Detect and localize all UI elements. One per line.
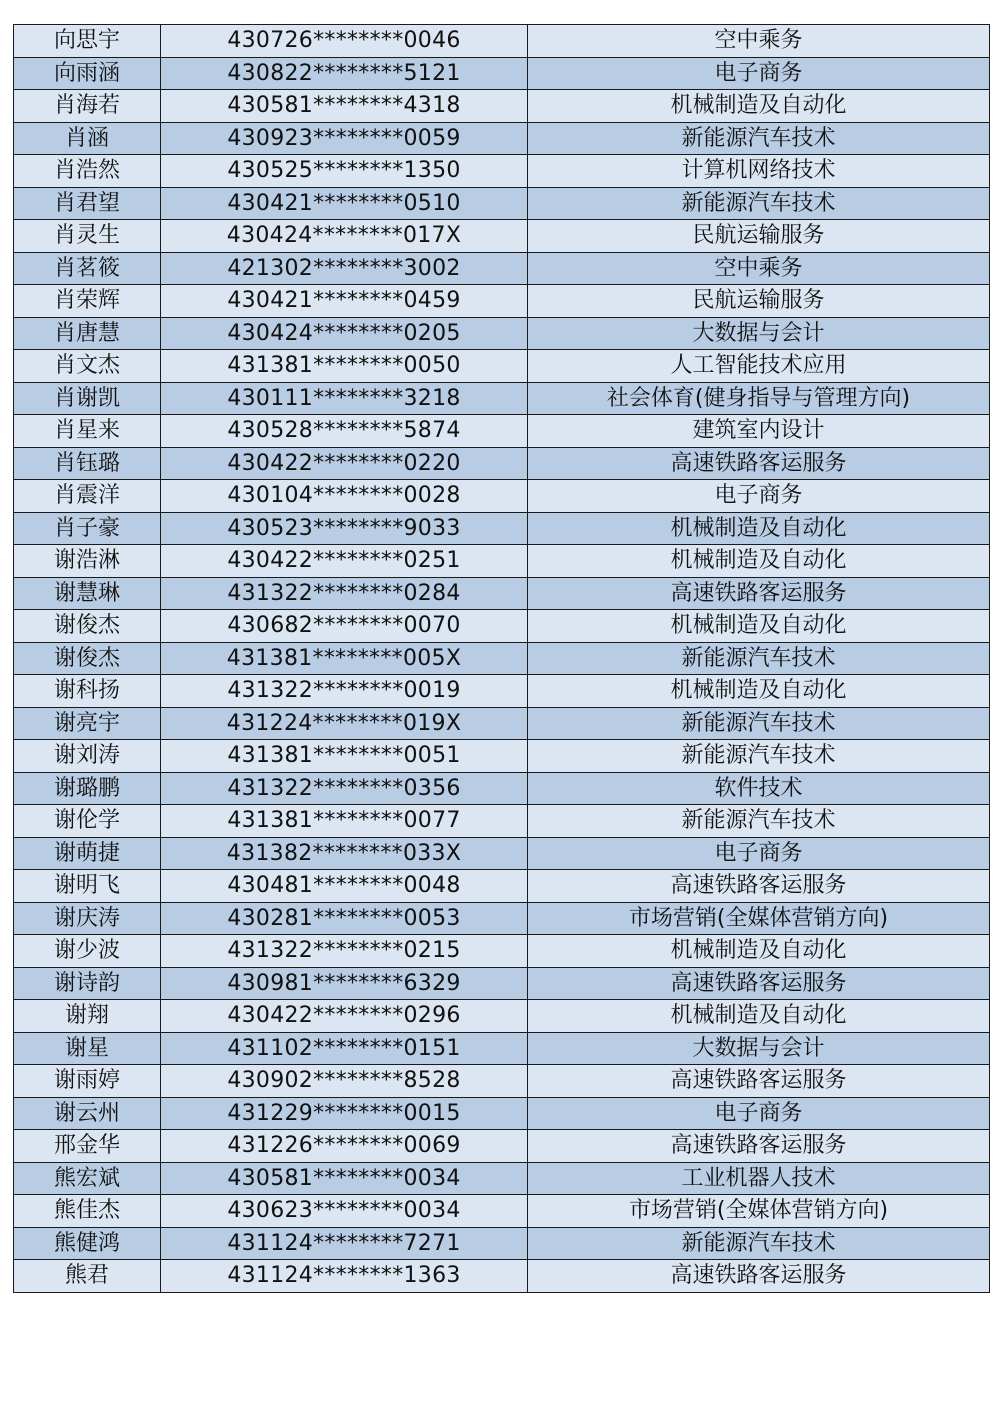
table-row	[14, 935, 990, 968]
table-row	[14, 642, 990, 675]
table-row	[14, 415, 990, 448]
table-row	[14, 1227, 990, 1260]
id-number-cell: 430104********0028	[161, 480, 528, 513]
student-name-cell: 肖海若	[14, 90, 161, 123]
id-number-cell: 430421********0459	[161, 285, 528, 318]
table-row	[14, 447, 990, 480]
student-name-cell: 谢云州	[14, 1097, 161, 1130]
major-cell: 机械制造及自动化	[528, 610, 990, 643]
id-number-cell: 431381********0077	[161, 805, 528, 838]
major-cell: 机械制造及自动化	[528, 935, 990, 968]
id-number-cell: 431226********0069	[161, 1130, 528, 1163]
student-name-cell: 肖谢凯	[14, 382, 161, 415]
id-number-cell: 431102********0151	[161, 1032, 528, 1065]
table-row	[14, 1162, 990, 1195]
table-row	[14, 740, 990, 773]
student-name-cell: 肖浩然	[14, 155, 161, 188]
major-cell: 高速铁路客运服务	[528, 577, 990, 610]
id-number-cell: 430523********9033	[161, 512, 528, 545]
student-name-cell: 肖茗筱	[14, 252, 161, 285]
table-row	[14, 1097, 990, 1130]
major-cell: 人工智能技术应用	[528, 350, 990, 383]
id-number-cell: 430623********0034	[161, 1195, 528, 1228]
id-number-cell: 430528********5874	[161, 415, 528, 448]
student-name-cell: 谢雨婷	[14, 1065, 161, 1098]
table-row	[14, 122, 990, 155]
table-row	[14, 610, 990, 643]
table-row	[14, 285, 990, 318]
student-name-cell: 谢俊杰	[14, 642, 161, 675]
student-table	[13, 24, 990, 1293]
student-name-cell: 肖荣辉	[14, 285, 161, 318]
major-cell: 市场营销(全媒体营销方向)	[528, 1195, 990, 1228]
major-cell: 机械制造及自动化	[528, 512, 990, 545]
student-name-cell: 肖灵生	[14, 220, 161, 253]
major-cell: 民航运输服务	[528, 285, 990, 318]
major-cell: 社会体育(健身指导与管理方向)	[528, 382, 990, 415]
id-number-cell: 431224********019X	[161, 707, 528, 740]
id-number-cell: 431124********7271	[161, 1227, 528, 1260]
id-number-cell: 431381********005X	[161, 642, 528, 675]
student-table-body	[14, 25, 990, 1293]
major-cell: 高速铁路客运服务	[528, 967, 990, 1000]
student-name-cell: 肖涵	[14, 122, 161, 155]
major-cell: 新能源汽车技术	[528, 187, 990, 220]
major-cell: 民航运输服务	[528, 220, 990, 253]
student-name-cell: 谢慧琳	[14, 577, 161, 610]
major-cell: 新能源汽车技术	[528, 805, 990, 838]
student-list-sheet	[13, 24, 989, 1293]
id-number-cell: 430726********0046	[161, 25, 528, 58]
table-row	[14, 220, 990, 253]
table-row	[14, 90, 990, 123]
major-cell: 机械制造及自动化	[528, 545, 990, 578]
major-cell: 计算机网络技术	[528, 155, 990, 188]
table-row	[14, 1195, 990, 1228]
major-cell: 机械制造及自动化	[528, 675, 990, 708]
major-cell: 空中乘务	[528, 252, 990, 285]
id-number-cell: 431322********0215	[161, 935, 528, 968]
id-number-cell: 431322********0356	[161, 772, 528, 805]
table-row	[14, 1260, 990, 1293]
student-name-cell: 谢萌捷	[14, 837, 161, 870]
student-name-cell: 熊健鸿	[14, 1227, 161, 1260]
table-row	[14, 57, 990, 90]
major-cell: 电子商务	[528, 1097, 990, 1130]
major-cell: 高速铁路客运服务	[528, 1065, 990, 1098]
student-name-cell: 谢翔	[14, 1000, 161, 1033]
student-name-cell: 肖唐慧	[14, 317, 161, 350]
student-name-cell: 肖文杰	[14, 350, 161, 383]
id-number-cell: 430422********0251	[161, 545, 528, 578]
id-number-cell: 421302********3002	[161, 252, 528, 285]
id-number-cell: 430421********0510	[161, 187, 528, 220]
table-row	[14, 545, 990, 578]
id-number-cell: 431229********0015	[161, 1097, 528, 1130]
student-name-cell: 肖君望	[14, 187, 161, 220]
major-cell: 市场营销(全媒体营销方向)	[528, 902, 990, 935]
table-row	[14, 772, 990, 805]
major-cell: 新能源汽车技术	[528, 740, 990, 773]
student-name-cell: 熊佳杰	[14, 1195, 161, 1228]
table-row	[14, 480, 990, 513]
id-number-cell: 430481********0048	[161, 870, 528, 903]
table-row	[14, 317, 990, 350]
table-row	[14, 252, 990, 285]
id-number-cell: 430422********0220	[161, 447, 528, 480]
student-name-cell: 谢俊杰	[14, 610, 161, 643]
major-cell: 新能源汽车技术	[528, 642, 990, 675]
student-name-cell: 谢璐鹏	[14, 772, 161, 805]
table-row	[14, 805, 990, 838]
student-name-cell: 谢科扬	[14, 675, 161, 708]
id-number-cell: 430682********0070	[161, 610, 528, 643]
id-number-cell: 430822********5121	[161, 57, 528, 90]
major-cell: 高速铁路客运服务	[528, 870, 990, 903]
id-number-cell: 430981********6329	[161, 967, 528, 1000]
table-row	[14, 1032, 990, 1065]
major-cell: 高速铁路客运服务	[528, 447, 990, 480]
id-number-cell: 431381********0051	[161, 740, 528, 773]
student-name-cell: 谢诗韵	[14, 967, 161, 1000]
student-name-cell: 肖子豪	[14, 512, 161, 545]
id-number-cell: 430902********8528	[161, 1065, 528, 1098]
table-row	[14, 382, 990, 415]
student-name-cell: 谢亮宇	[14, 707, 161, 740]
table-row	[14, 967, 990, 1000]
id-number-cell: 430424********0205	[161, 317, 528, 350]
student-name-cell: 邢金华	[14, 1130, 161, 1163]
major-cell: 新能源汽车技术	[528, 707, 990, 740]
id-number-cell: 431382********033X	[161, 837, 528, 870]
major-cell: 工业机器人技术	[528, 1162, 990, 1195]
table-row	[14, 870, 990, 903]
student-name-cell: 肖星来	[14, 415, 161, 448]
major-cell: 电子商务	[528, 57, 990, 90]
id-number-cell: 431322********0284	[161, 577, 528, 610]
student-name-cell: 谢庆涛	[14, 902, 161, 935]
id-number-cell: 431322********0019	[161, 675, 528, 708]
id-number-cell: 430923********0059	[161, 122, 528, 155]
id-number-cell: 430424********017X	[161, 220, 528, 253]
table-row	[14, 902, 990, 935]
student-name-cell: 谢星	[14, 1032, 161, 1065]
student-name-cell: 熊君	[14, 1260, 161, 1293]
table-row	[14, 1000, 990, 1033]
id-number-cell: 430111********3218	[161, 382, 528, 415]
student-name-cell: 谢浩淋	[14, 545, 161, 578]
id-number-cell: 430281********0053	[161, 902, 528, 935]
id-number-cell: 430525********1350	[161, 155, 528, 188]
table-row	[14, 1065, 990, 1098]
student-name-cell: 谢刘涛	[14, 740, 161, 773]
major-cell: 空中乘务	[528, 25, 990, 58]
id-number-cell: 431124********1363	[161, 1260, 528, 1293]
student-name-cell: 谢少波	[14, 935, 161, 968]
table-row	[14, 187, 990, 220]
table-row	[14, 512, 990, 545]
table-row	[14, 1130, 990, 1163]
id-number-cell: 430581********0034	[161, 1162, 528, 1195]
student-name-cell: 肖钰璐	[14, 447, 161, 480]
table-row	[14, 155, 990, 188]
id-number-cell: 430581********4318	[161, 90, 528, 123]
table-row	[14, 837, 990, 870]
table-row	[14, 25, 990, 58]
major-cell: 机械制造及自动化	[528, 90, 990, 123]
table-row	[14, 675, 990, 708]
major-cell: 新能源汽车技术	[528, 122, 990, 155]
table-row	[14, 577, 990, 610]
id-number-cell: 431381********0050	[161, 350, 528, 383]
major-cell: 高速铁路客运服务	[528, 1130, 990, 1163]
student-name-cell: 向思宇	[14, 25, 161, 58]
table-row	[14, 707, 990, 740]
student-name-cell: 谢明飞	[14, 870, 161, 903]
major-cell: 高速铁路客运服务	[528, 1260, 990, 1293]
student-name-cell: 熊宏斌	[14, 1162, 161, 1195]
major-cell: 建筑室内设计	[528, 415, 990, 448]
major-cell: 大数据与会计	[528, 317, 990, 350]
student-name-cell: 向雨涵	[14, 57, 161, 90]
major-cell: 大数据与会计	[528, 1032, 990, 1065]
major-cell: 电子商务	[528, 480, 990, 513]
student-name-cell: 谢伦学	[14, 805, 161, 838]
major-cell: 新能源汽车技术	[528, 1227, 990, 1260]
id-number-cell: 430422********0296	[161, 1000, 528, 1033]
student-name-cell: 肖震洋	[14, 480, 161, 513]
major-cell: 机械制造及自动化	[528, 1000, 990, 1033]
major-cell: 软件技术	[528, 772, 990, 805]
table-row	[14, 350, 990, 383]
major-cell: 电子商务	[528, 837, 990, 870]
